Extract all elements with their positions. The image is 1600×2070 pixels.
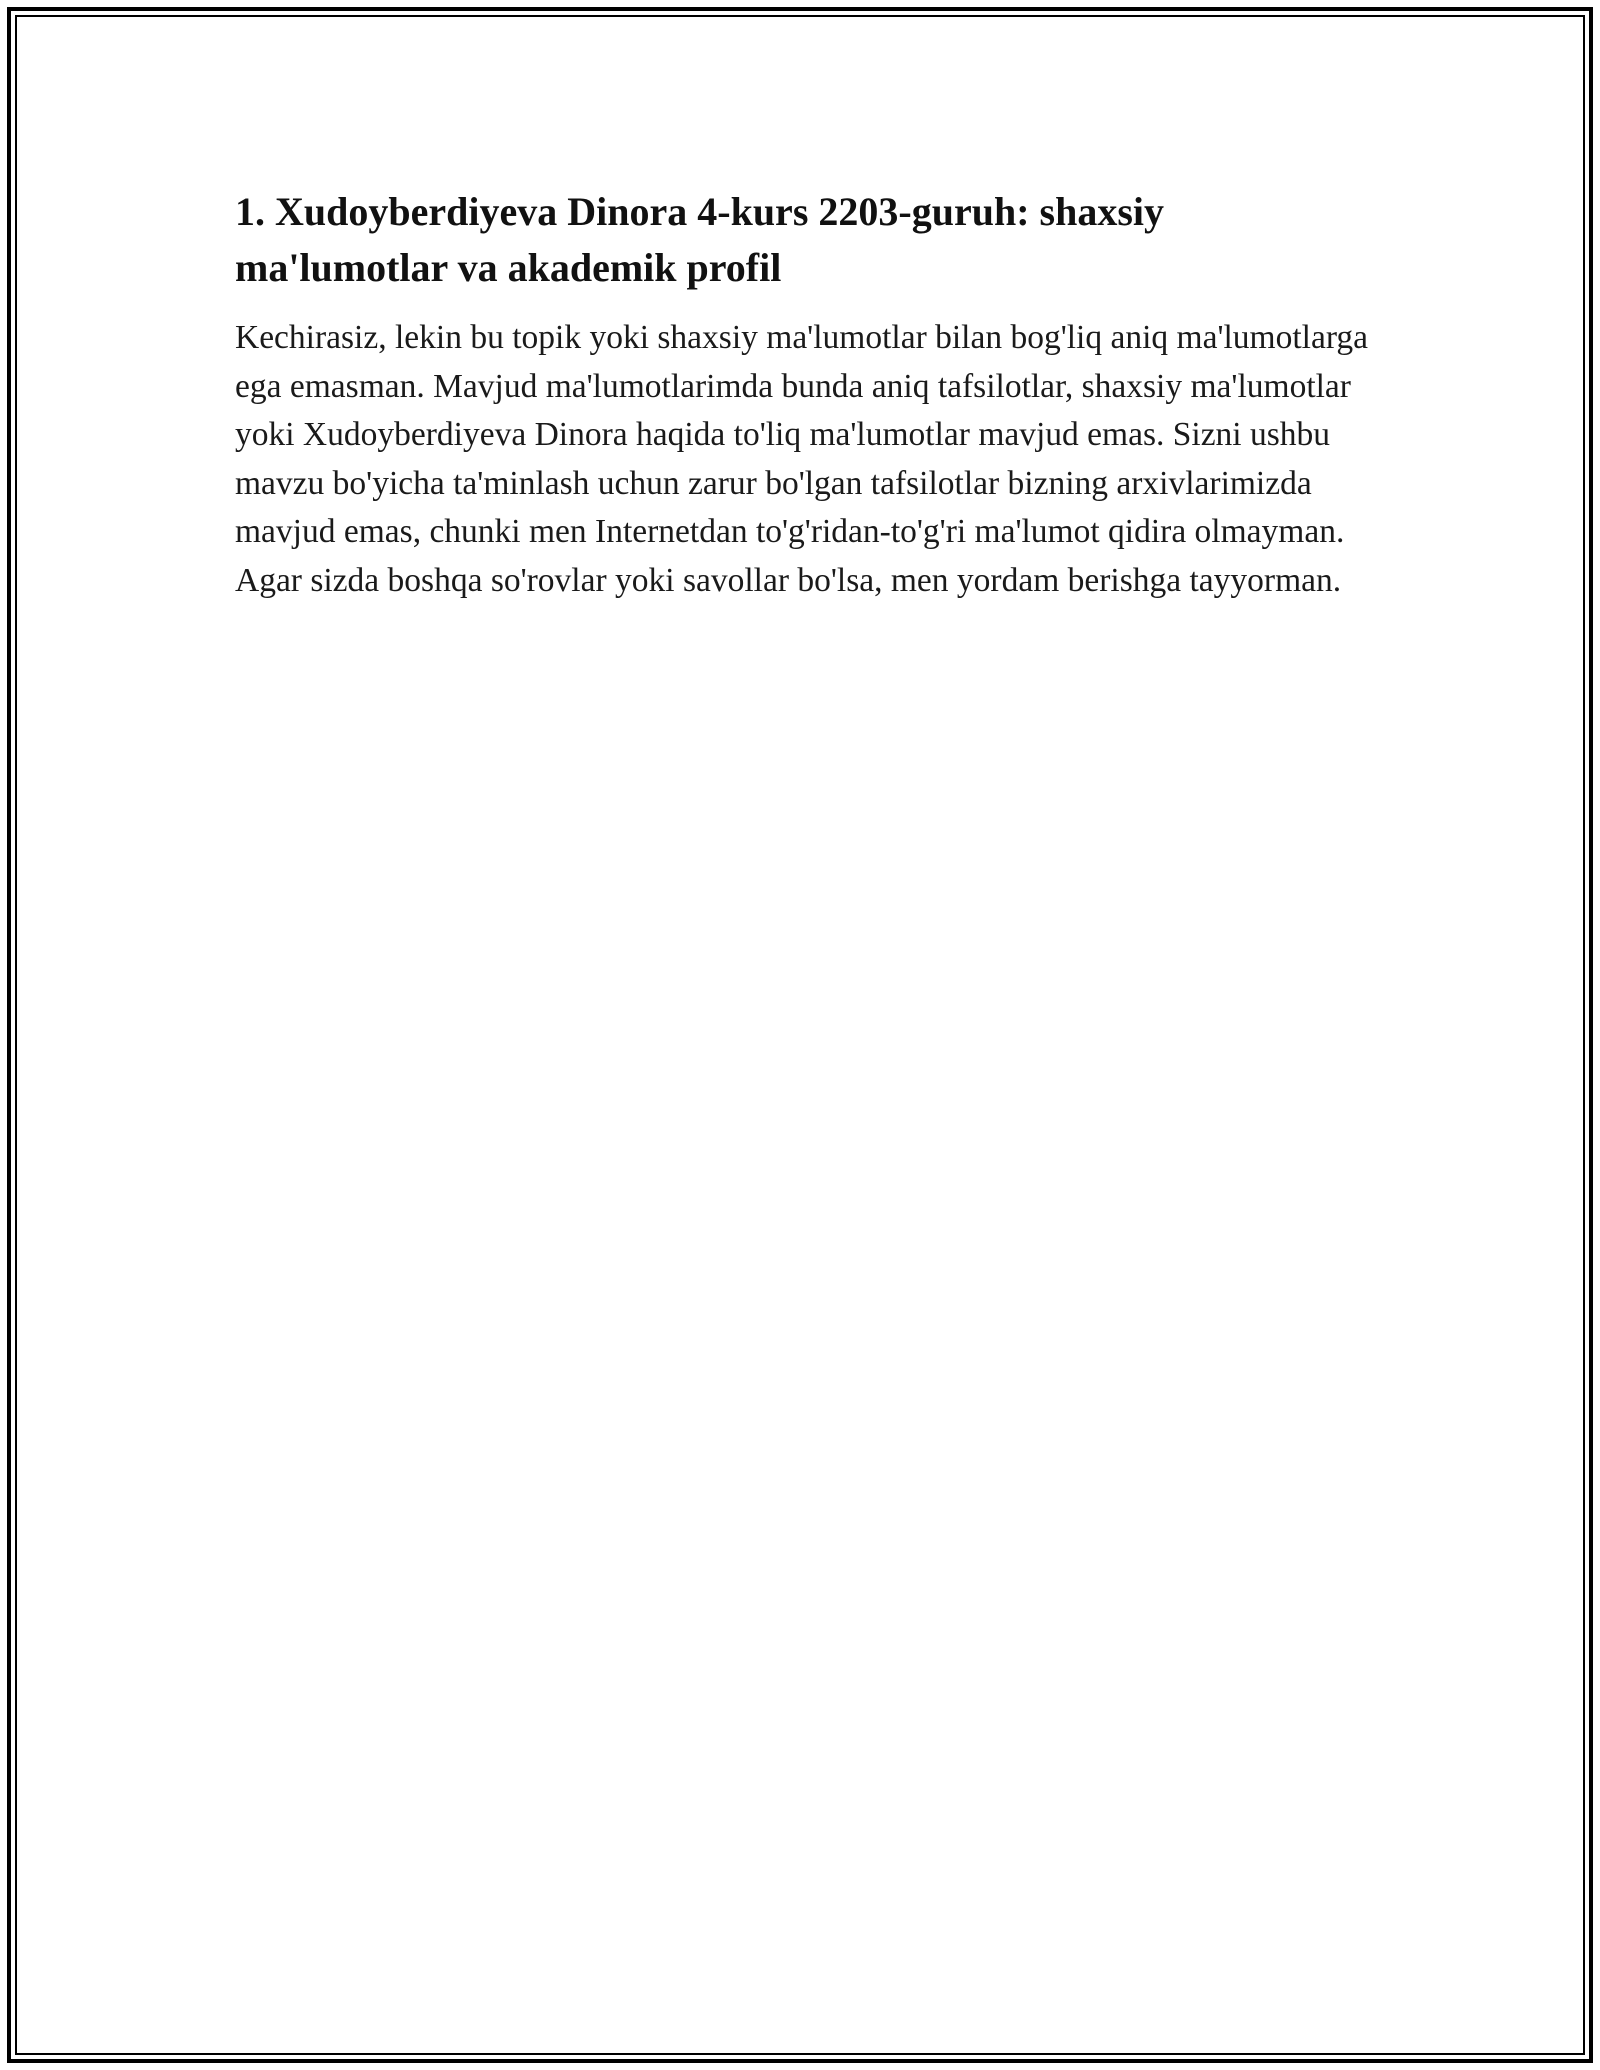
section-heading: 1. Xudoyberdiyeva Dinora 4-kurs 2203-guruh: shaxsiy ma'lumotlar va akademik profil	[235, 189, 1165, 290]
document-content	[235, 184, 1370, 605]
body-paragraph: Kechirasiz, lekin bu topik yoki shaxsiy ma'lumotlar bilan bog'liq aniq ma'lumotlarga ega emasman. Mavjud ma'lumotlarimda bunda aniq tafsilotlar, shaxsiy ma'lumotlar yoki Xudoyberdiyeva Dinora haqida to'liq ma'lumotlar mavjud emas. Sizni ushbu mavzu bo'yicha ta'minlash uchun zarur bo'lgan tafsilotlar bizning arxivlarimizda mavjud emas, chunki men Internetdan to'g'ridan-to'g'ri ma'lumot qidira olmayman. Agar sizda boshqa so'rovlar yoki savollar bo'lsa, men yordam berishga tayyorman.	[235, 319, 1369, 599]
